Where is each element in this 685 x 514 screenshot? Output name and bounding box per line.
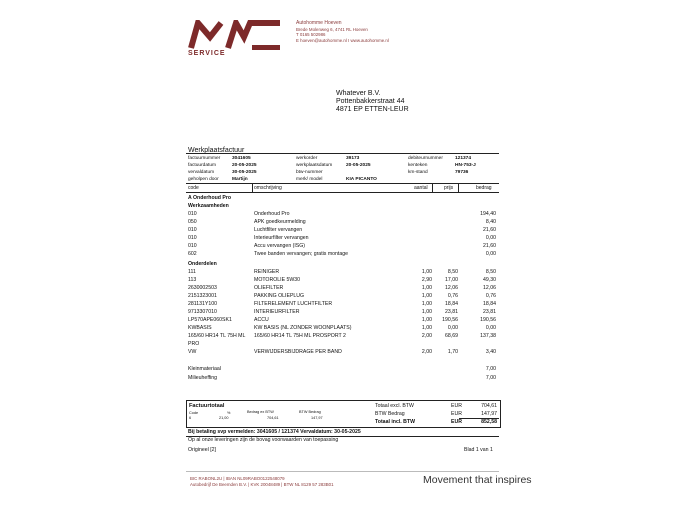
- summary-btw-header: BTW Bedrag: [299, 410, 321, 414]
- part-code: 2630002503: [188, 285, 217, 291]
- document-title: Werkplaatsfactuur: [188, 147, 245, 154]
- part-qty: 1,00: [421, 293, 432, 299]
- part-desc: PAKKING OLIEPLUG: [254, 293, 305, 299]
- col-divider: [432, 184, 433, 192]
- part-price: 18,84: [445, 301, 458, 307]
- part-desc: ACCU: [254, 317, 269, 323]
- work-desc: Twee banden vervangen; gratis montage: [254, 251, 349, 257]
- service-label: SERVICE: [188, 50, 226, 57]
- btw-value: 147,97: [481, 411, 497, 417]
- work-amount: 8,40: [485, 219, 496, 225]
- part-amount: 49,30: [483, 277, 496, 283]
- summary-grondslag-header: Bedrag ex BTW: [247, 410, 274, 414]
- work-code: 602: [188, 251, 197, 257]
- extra-label: Milieuheffing: [188, 375, 218, 381]
- recipient-city: 4871 EP ETTEN-LEUR: [336, 106, 409, 114]
- part-price: 12,06: [445, 285, 458, 291]
- label-werkplaatsdatum: werkplaatsdatum: [296, 163, 333, 168]
- part-price: 0,76: [447, 293, 458, 299]
- col-omschrijving: omschrijving: [254, 185, 282, 191]
- btw-currency: EUR: [451, 411, 462, 417]
- part-amount: 12,06: [483, 285, 496, 291]
- dealer-info: [296, 21, 389, 43]
- summary-title: Factuurtotaal: [189, 403, 225, 409]
- part-qty: 2,00: [421, 333, 432, 339]
- part-code: 2151323001: [188, 293, 217, 299]
- work-amount: 194,40: [480, 211, 496, 217]
- part-amount: 0,00: [485, 325, 496, 331]
- col-code: code: [188, 185, 199, 191]
- value-kenteken: HN-753-J: [455, 163, 476, 168]
- col-prijs: prijs: [444, 185, 454, 191]
- section-werkzaamheden: Werkzaamheden: [188, 203, 229, 209]
- part-qty: 1,00: [421, 317, 432, 323]
- part-qty: 1,00: [421, 285, 432, 291]
- dealer-address: Brede Molenweg 6, 4741 RL Hoeven: [296, 26, 368, 32]
- total-incl-currency: EUR: [451, 419, 462, 425]
- label-debiteur: debiteurnummer: [408, 156, 443, 161]
- footer-info: [190, 476, 334, 489]
- part-price: 23,81: [445, 309, 458, 315]
- part-code: 9713307010: [188, 309, 217, 315]
- column-header-bar: [186, 183, 499, 193]
- value-factuurnummer: 3041605: [232, 156, 251, 161]
- part-code: VW: [188, 349, 197, 355]
- part-amount: 23,81: [483, 309, 496, 315]
- work-code: 010: [188, 235, 197, 241]
- summary-grondslag: 704,61: [267, 416, 279, 420]
- part-amount: 190,56: [480, 317, 496, 323]
- origineel-label: Origineel [2]: [188, 447, 216, 453]
- work-amount: 21,60: [483, 227, 496, 233]
- part-amount: 3,40: [485, 349, 496, 355]
- recipient-name: Whatever B.V.: [336, 90, 381, 97]
- extra-amount: 7,00: [485, 375, 496, 381]
- work-code: 010: [188, 211, 197, 217]
- recipient-street: Pottenbakkerstraat 44: [336, 98, 405, 106]
- col-bedrag: bedrag: [476, 185, 492, 191]
- dealer-email: E hoeven@autohomme.nl I www.autohomme.nl: [296, 37, 389, 43]
- label-factuurnummer: factuurnummer: [188, 156, 221, 161]
- part-amount: 18,84: [483, 301, 496, 307]
- part-code: 165/60 HR14 TL 75H ML: [188, 333, 246, 339]
- value-debiteur: 121374: [455, 156, 472, 161]
- part-qty: 1,00: [421, 309, 432, 315]
- label-btw: btw-nummer: [296, 170, 323, 175]
- part-desc: MOTOROLIE 5W30: [254, 277, 301, 283]
- part-price: 8,50: [447, 269, 458, 275]
- total-excl-label: Totaal excl. BTW: [375, 403, 414, 409]
- terms-note[interactable]: Op al onze leveringen zijn de bovag voorwaarden van toepassing: [188, 437, 339, 443]
- work-desc: Interieurfilter vervangen: [254, 235, 309, 241]
- part-code: 111: [188, 269, 196, 275]
- summary-pct: 21,00: [219, 416, 229, 420]
- part-code: LP570APE060SK1: [188, 317, 232, 323]
- part-desc: VERWIJDERSBIJDRAGE PER BAND: [254, 349, 342, 355]
- col-aantal: aantal: [414, 185, 428, 191]
- label-geholpen: geholpen door: [188, 177, 219, 182]
- value-km: 79736: [455, 170, 469, 175]
- slogan: Movement that inspires: [423, 474, 532, 486]
- part-qty: 1,00: [421, 301, 432, 307]
- part-price: 190,56: [442, 317, 458, 323]
- value-merk: KIA PICANTO: [346, 177, 377, 182]
- col-divider: [252, 184, 253, 192]
- part-qty: 2,00: [421, 349, 432, 355]
- page-number: Blad 1 van 1: [464, 447, 493, 453]
- total-excl-currency: EUR: [451, 403, 462, 409]
- work-desc: Onderhoud Pro: [254, 211, 290, 217]
- summary-code-header: Code: [189, 411, 199, 415]
- header-divider: [186, 153, 499, 154]
- summary-btwbedrag: 147,97: [311, 416, 323, 420]
- value-werkorder: 39173: [346, 156, 360, 161]
- part-code: 113: [188, 277, 197, 283]
- work-code: 010: [188, 227, 197, 233]
- extra-label: Kleinmateriaal: [188, 366, 221, 372]
- col-divider: [458, 184, 459, 192]
- part-amount: 137,38: [480, 333, 496, 339]
- footer-divider: [186, 471, 499, 472]
- part-desc: OLIEFILTER: [254, 285, 284, 291]
- label-factuurdatum: factuurdatum: [188, 163, 216, 168]
- label-werkorder: werkorder: [296, 156, 318, 161]
- work-desc: APK goedkeurmelding: [254, 219, 306, 225]
- part-qty: 2,90: [421, 277, 432, 283]
- footer-bank: BIC RABONL2U | IBAN NL09RABO0122548079: [190, 476, 285, 481]
- value-geholpen: Martijn: [232, 177, 248, 182]
- part-amount: 8,50: [485, 269, 496, 275]
- part-desc: REINIGER: [254, 269, 280, 275]
- summary-pct-header: %: [227, 411, 231, 415]
- work-code: 050: [188, 219, 197, 225]
- part-code: KWBASIS: [188, 325, 212, 331]
- section-onderdelen: Onderdelen: [188, 261, 217, 267]
- value-factuurdatum: 20-05-2025: [232, 163, 257, 168]
- kia-logo: [188, 20, 283, 50]
- part-desc: INTERIEURFILTER: [254, 309, 300, 315]
- dealer-phone: T 0165 502986: [296, 32, 326, 38]
- part-desc: FILTERELEMENT LUCHTFILTER: [254, 301, 333, 307]
- label-km: km-stand: [408, 170, 428, 175]
- total-incl-value: 852,58: [481, 419, 497, 425]
- summary-code: 6: [189, 416, 192, 420]
- part-price: 17,00: [445, 277, 458, 283]
- part-price: 0,00: [447, 325, 458, 331]
- dealer-name: Autohomme Hoeven: [296, 20, 342, 26]
- work-amount: 0,00: [485, 251, 496, 257]
- total-excl-value: 704,61: [481, 403, 497, 409]
- total-incl-label: Totaal incl. BTW: [375, 419, 415, 425]
- label-merk: merk/ model: [296, 177, 323, 182]
- part-code: 281131Y100: [188, 301, 218, 307]
- part-qty: 1,00: [421, 269, 432, 275]
- part-amount: 0,76: [485, 293, 496, 299]
- work-desc: Luchtfilter vervangen: [254, 227, 303, 233]
- part-desc: 165/60 HR14 TL 75H ML PROSPORT 2: [254, 333, 346, 339]
- work-amount: 21,60: [483, 243, 496, 249]
- part-desc: KW BASIS (NL ZONDER WOONPLAATS): [254, 325, 352, 331]
- payment-note: Bij betaling svp vermelden: 3041605 / 121374 Vervaldatum: 30-05-2025: [188, 429, 361, 435]
- part-code: PRO: [188, 341, 200, 347]
- btw-label: BTW Bedrag: [375, 411, 405, 417]
- label-vervaldatum: vervaldatum: [188, 170, 215, 175]
- section-onderhoud: A Onderhoud Pro: [188, 195, 232, 201]
- work-amount: 0,00: [485, 235, 496, 241]
- value-werkplaatsdatum: 20-05-2025: [346, 163, 371, 168]
- part-qty: 1,00: [421, 325, 432, 331]
- footer-company: Autobedrijf De Beemden B.V. | KVK 20048489 | BTW NL 8129 57 283B01: [190, 482, 334, 488]
- extra-amount: 7,00: [485, 366, 496, 372]
- label-kenteken: kenteken: [408, 163, 428, 168]
- work-code: 010: [188, 243, 197, 249]
- recipient-address: [336, 90, 409, 115]
- part-price: 1,70: [447, 349, 458, 355]
- summary-box: [186, 400, 501, 428]
- work-desc: Accu vervangen (ISG): [254, 243, 306, 249]
- part-price: 68,69: [445, 333, 458, 339]
- value-vervaldatum: 30-05-2025: [232, 170, 257, 175]
